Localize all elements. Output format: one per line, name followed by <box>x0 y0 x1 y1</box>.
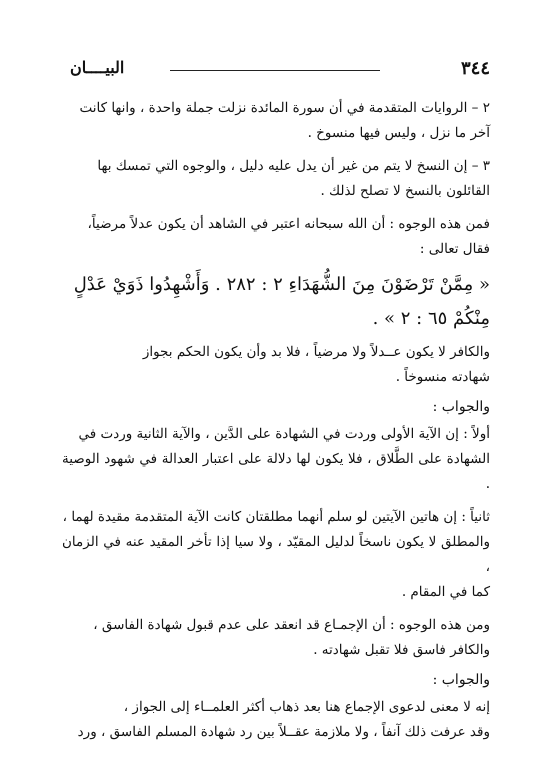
text-line: فقال تعالى : <box>419 241 490 257</box>
text-line: فمن هذه الوجوه : أن الله سبحانه اعتبر في الشاهد أن يكون عدلاً مرضياً، <box>87 216 490 232</box>
page-body <box>62 96 490 745</box>
text-line: ٢ – الروايات المتقدمة في أن سورة المائدة نزلت جملة واحدة ، وانها كانت <box>79 100 490 116</box>
text-line: أولاً : إن الآية الأولى وردت في الشهادة على الدَّين ، والآية الثانية وردت في <box>78 426 490 442</box>
paragraph-secondly <box>62 505 490 605</box>
header-rule <box>170 70 380 71</box>
text-line: والجواب : <box>432 672 490 688</box>
text-line: ومن هذه الوجوه : أن الإجمـاع قد انعقد على عدم قبول شهادة الفاسق ، <box>93 617 490 633</box>
text-line: والكافر فاسق فلا تقبل شهادته . <box>313 642 490 658</box>
paragraph-consensus-argument <box>62 613 490 663</box>
paragraph-point-2 <box>62 96 490 146</box>
text-line: والجواب : <box>432 399 490 415</box>
text-line: إنه لا معنى لدعوى الإجماع هنا بعد ذهاب أكثر العلمــاء إلى الجواز ، <box>123 699 490 715</box>
quran-verse <box>62 268 490 336</box>
paragraph-consensus-reply <box>62 695 490 745</box>
page-number: ٣٤٤ <box>460 58 490 79</box>
answer-heading <box>62 667 490 693</box>
verse-line: مِنْكُمْ ٦٥ : ٢ » . <box>372 308 490 329</box>
text-line: ٣ – إن النسخ لا يتم من غير أن يدل عليه دليل ، والوجوه التي تمسك بها <box>97 158 490 174</box>
text-line: الشهادة على الطَّلاق ، فلا يكون لها دلالة على اعتبار العدالة في شهود الوصية . <box>62 451 490 492</box>
text-line: القائلون بالنسخ لا تصلح لذلك . <box>320 183 490 199</box>
answer-heading <box>62 394 490 420</box>
paragraph-first-argument <box>62 212 490 262</box>
text-line: وقد عرفت ذلك آنفاً ، ولا ملازمة عقــلاً بين رد شهادة المسلم الفاسق ، ورد <box>77 724 490 740</box>
text-line: شهادته منسوخاً . <box>395 369 490 385</box>
verse-line: « مِمَّنْ تَرْضَوْنَ مِنَ الشُّهَدَاءِ ٢ : ٢٨٢ . وَأَشْهِدُوا ذَوَيْ عَدْلٍ <box>73 274 490 295</box>
page-header <box>70 58 490 82</box>
text-line: كما في المقام . <box>401 584 490 600</box>
text-line: آخر ما نزل ، وليس فيها منسوخ . <box>307 125 490 141</box>
paragraph-disbeliever <box>62 340 490 390</box>
text-line: والمطلق لا يكون ناسخاً لدليل المقيّد ، ولا سيا إذا تأخر المقيد عنه في الزمان ، <box>62 534 490 575</box>
running-title: البيــــان <box>70 58 125 77</box>
text-line: ثانياً : إن هاتين الآيتين لو سلم أنهما مطلقتان كانت الآية المتقدمة مقيدة لهما ، <box>62 509 490 525</box>
paragraph-firstly <box>62 422 490 497</box>
text-line: والكافر لا يكون عــدلاً ولا مرضياً ، فلا بد وأن يكون الحكم بجواز <box>142 344 490 360</box>
paragraph-point-3 <box>62 154 490 204</box>
